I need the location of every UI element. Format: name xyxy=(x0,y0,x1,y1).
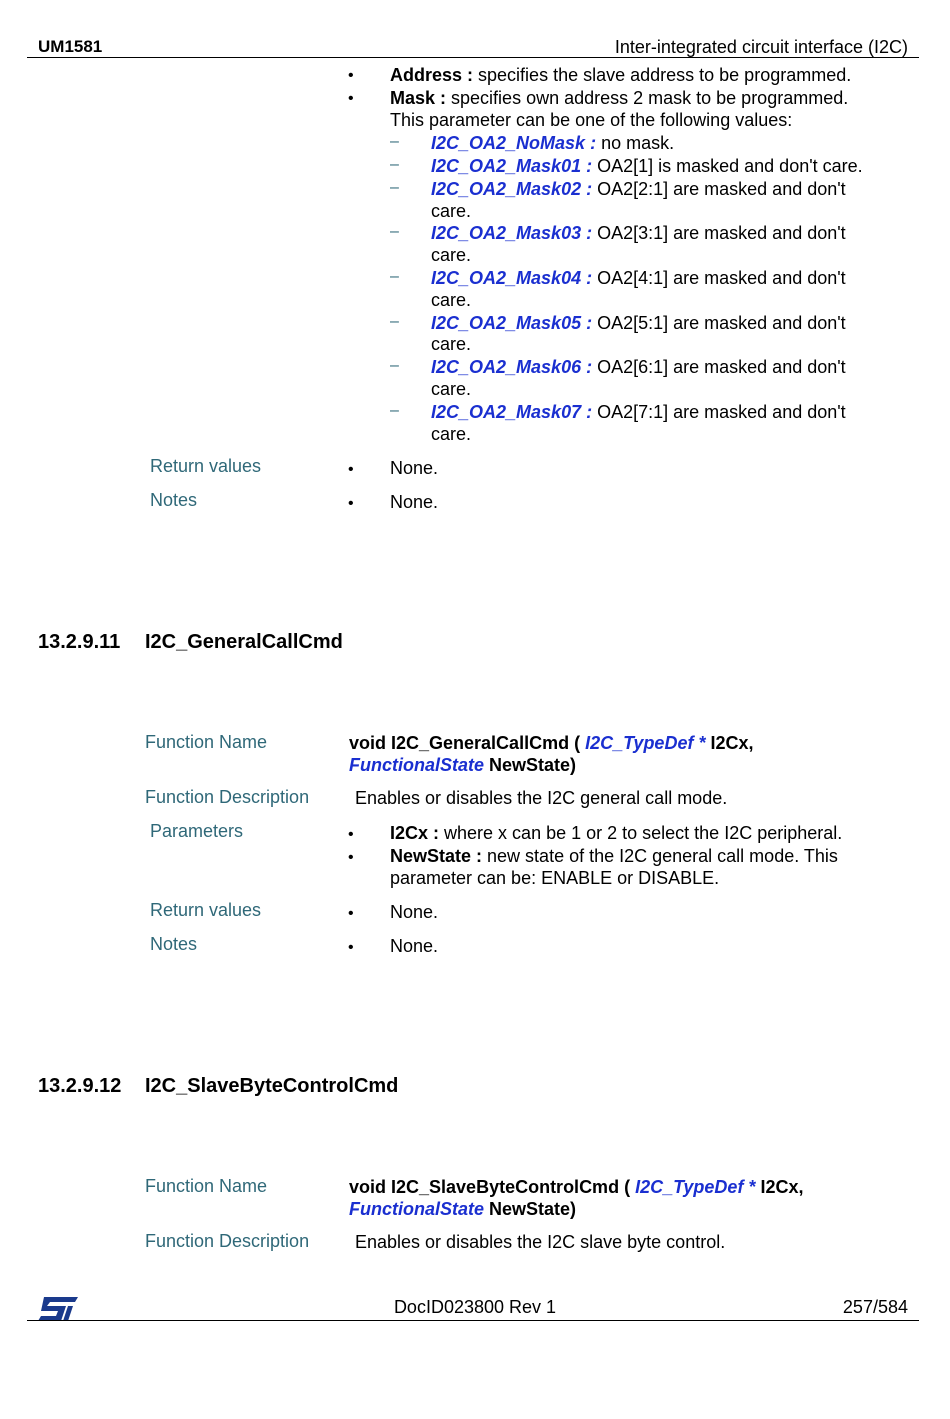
section-heading: 13.2.9.12 I2C_SlaveByteControlCmd xyxy=(38,1075,399,1097)
function-signature: void I2C_SlaveByteControlCmd ( I2C_TypeDef * I2Cx, xyxy=(349,1177,804,1197)
return-value: None. xyxy=(390,902,439,922)
function-description: Enables or disables the I2C slave byte control. xyxy=(355,1232,726,1252)
dash-icon: – xyxy=(390,133,399,150)
bullet-icon: • xyxy=(348,495,354,512)
param-mask: Mask : specifies own address 2 mask to be programmed. xyxy=(390,88,849,108)
param-newstate-cont: parameter can be: ENABLE or DISABLE. xyxy=(390,868,720,888)
mask-value-cont: care. xyxy=(431,334,472,354)
mask-value: I2C_OA2_Mask06 : OA2[6:1] are masked and don't xyxy=(431,357,846,377)
function-name-label: Function Name xyxy=(145,1176,268,1196)
notes-label: Notes xyxy=(150,490,198,510)
function-description-label: Function Description xyxy=(145,1231,310,1251)
dash-icon: – xyxy=(390,402,399,419)
header-rule xyxy=(27,57,919,58)
mask-value: I2C_OA2_Mask01 : OA2[1] is masked and don't care. xyxy=(431,156,863,176)
return-values-label: Return values xyxy=(150,456,262,476)
mask-value-cont: care. xyxy=(431,290,472,310)
dash-icon: – xyxy=(390,313,399,330)
bullet-icon: • xyxy=(348,939,354,956)
notes-value: None. xyxy=(390,936,439,956)
dash-icon: – xyxy=(390,156,399,173)
function-signature: void I2C_GeneralCallCmd ( I2C_TypeDef * I2Cx, xyxy=(349,733,754,753)
param-mask-cont: This parameter can be one of the following values: xyxy=(390,110,793,130)
function-description: Enables or disables the I2C general call mode. xyxy=(355,788,728,808)
dash-icon: – xyxy=(390,268,399,285)
function-name-label: Function Name xyxy=(145,732,268,752)
mask-value: I2C_OA2_NoMask : no mask. xyxy=(431,133,675,153)
mask-value-cont: care. xyxy=(431,424,472,444)
function-signature-cont: FunctionalState NewState) xyxy=(349,755,577,775)
footer-rule xyxy=(27,1320,919,1321)
dash-icon: – xyxy=(390,357,399,374)
mask-value-cont: care. xyxy=(431,201,472,221)
mask-value: I2C_OA2_Mask02 : OA2[2:1] are masked and don't xyxy=(431,179,846,199)
param-address: Address : specifies the slave address to be programmed. xyxy=(390,65,852,85)
section-heading: 13.2.9.11 I2C_GeneralCallCmd xyxy=(38,631,343,653)
notes-label: Notes xyxy=(150,934,198,954)
mask-value: I2C_OA2_Mask05 : OA2[5:1] are masked and don't xyxy=(431,313,846,333)
mask-value-cont: care. xyxy=(431,245,472,265)
mask-value-cont: care. xyxy=(431,379,472,399)
param-i2cx: I2Cx : where x can be 1 or 2 to select the I2C peripheral. xyxy=(390,823,843,843)
notes-value: None. xyxy=(390,492,439,512)
param-newstate: NewState : new state of the I2C general call mode. This xyxy=(390,846,838,866)
dash-icon: – xyxy=(390,223,399,240)
mask-value: I2C_OA2_Mask03 : OA2[3:1] are masked and don't xyxy=(431,223,846,243)
function-signature-cont: FunctionalState NewState) xyxy=(349,1199,577,1219)
header-title: Inter-integrated circuit interface (I2C) xyxy=(614,37,908,57)
bullet-icon: • xyxy=(348,67,354,84)
bullet-icon: • xyxy=(348,905,354,922)
bullet-icon: • xyxy=(348,461,354,478)
return-value: None. xyxy=(390,458,439,478)
bullet-icon: • xyxy=(348,826,354,843)
return-values-label: Return values xyxy=(150,900,262,920)
bullet-icon: • xyxy=(348,849,354,866)
bullet-icon: • xyxy=(348,90,354,107)
header-doc-id: UM1581 xyxy=(38,37,103,56)
footer-doc-rev: DocID023800 Rev 1 xyxy=(393,1297,557,1317)
mask-value: I2C_OA2_Mask04 : OA2[4:1] are masked and don't xyxy=(431,268,846,288)
footer-page-number: 257/584 xyxy=(842,1297,908,1317)
parameters-label: Parameters xyxy=(150,821,244,841)
dash-icon: – xyxy=(390,179,399,196)
function-description-label: Function Description xyxy=(145,787,310,807)
mask-value: I2C_OA2_Mask07 : OA2[7:1] are masked and don't xyxy=(431,402,846,422)
